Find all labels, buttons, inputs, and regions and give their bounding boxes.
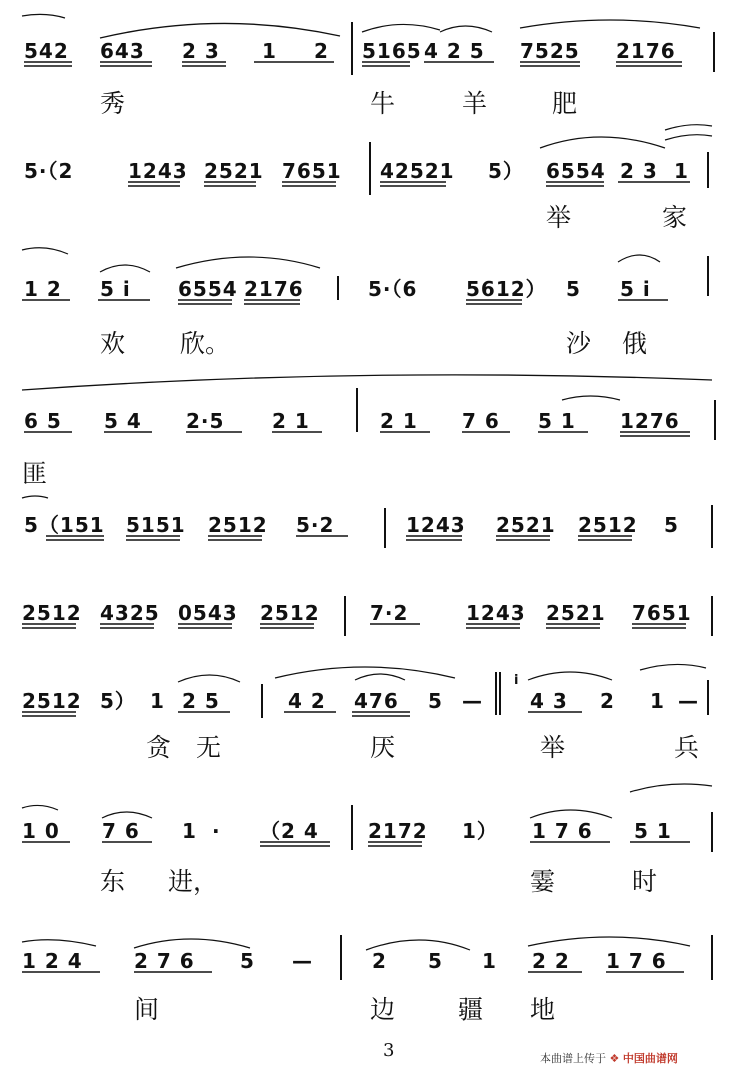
note-group: 1 7 6 bbox=[606, 949, 667, 973]
note-group: 5 bbox=[428, 689, 443, 713]
note-group: 1 bbox=[482, 949, 497, 973]
note-group: 5 bbox=[428, 949, 443, 973]
note-group: 7651 bbox=[632, 601, 692, 625]
note-group: 2512 bbox=[22, 601, 82, 625]
note-group: · bbox=[212, 819, 221, 843]
note-group: 7·2 bbox=[370, 601, 409, 625]
note-group: 5·（6 bbox=[368, 277, 418, 301]
note-group: — bbox=[462, 689, 483, 713]
note-group: 6554 bbox=[546, 159, 606, 183]
note-group: 1 7 6 bbox=[532, 819, 593, 843]
note-group: 2521 bbox=[496, 513, 556, 537]
note-group: 4 2 bbox=[288, 689, 326, 713]
note-group: 1 2 4 bbox=[22, 949, 83, 973]
lyric: 疆 bbox=[458, 995, 484, 1024]
grace-note: i bbox=[514, 673, 520, 688]
note-group: 1） bbox=[462, 819, 498, 843]
lyric: 东 bbox=[100, 867, 126, 896]
note-group: 4325 bbox=[100, 601, 160, 625]
note-group: 5 bbox=[566, 277, 581, 301]
note-group: 2512 bbox=[578, 513, 638, 537]
lyric: 贪 bbox=[146, 733, 172, 762]
note-group: 7 6 bbox=[462, 409, 500, 433]
note-group: 1243 bbox=[406, 513, 466, 537]
note-group: 1 2 bbox=[24, 277, 62, 301]
note-group: 2512 bbox=[208, 513, 268, 537]
lyric: 秀 bbox=[100, 89, 126, 118]
note-group: 1 bbox=[650, 689, 665, 713]
note-group: 5165 bbox=[362, 39, 422, 63]
note-group: 2512 bbox=[22, 689, 82, 713]
note-group: 2 2 bbox=[532, 949, 570, 973]
note-group: 1 bbox=[674, 159, 689, 183]
note-group: 4 2 5 bbox=[424, 39, 485, 63]
note-group: 42521 bbox=[380, 159, 455, 183]
note-group: 5） bbox=[100, 689, 136, 713]
lyric: 羊 bbox=[462, 89, 488, 118]
note-group: 2 bbox=[314, 39, 329, 63]
note-group: 7525 bbox=[520, 39, 580, 63]
lyric: 边 bbox=[370, 995, 396, 1024]
lyric: 欣。 bbox=[180, 329, 231, 358]
note-group: 2176 bbox=[244, 277, 304, 301]
note-group: （2 4 bbox=[260, 819, 319, 843]
note-group: 2·5 bbox=[186, 409, 225, 433]
lyric: 间 bbox=[134, 995, 160, 1024]
lyric: 霎 bbox=[530, 867, 556, 896]
note-group: 5·（2 bbox=[24, 159, 74, 183]
note-group: 2 1 bbox=[272, 409, 310, 433]
lyric: 时 bbox=[632, 867, 658, 896]
lyric: 匪 bbox=[22, 459, 48, 488]
note-group: 1243 bbox=[466, 601, 526, 625]
note-group: 2 3 bbox=[620, 159, 658, 183]
lyric: 欢 bbox=[100, 329, 126, 358]
note-group: 2 5 bbox=[182, 689, 220, 713]
lyric: 无 bbox=[196, 733, 222, 762]
lyric: 牛 bbox=[370, 89, 396, 118]
note-group: 643 bbox=[100, 39, 145, 63]
note-group: 1 bbox=[182, 819, 197, 843]
note-group: — bbox=[678, 689, 699, 713]
lyric: 举 bbox=[540, 733, 566, 762]
note-group: 5 1 bbox=[634, 819, 672, 843]
note-group: 7 6 bbox=[102, 819, 140, 843]
note-group: 2 3 bbox=[182, 39, 220, 63]
note-group: 2512 bbox=[260, 601, 320, 625]
watermark bbox=[540, 1050, 678, 1066]
lyric: 肥 bbox=[552, 89, 578, 118]
note-group: 2 7 6 bbox=[134, 949, 195, 973]
note-group: 476 bbox=[354, 689, 399, 713]
note-group: 2 bbox=[600, 689, 615, 713]
note-group: 5 i bbox=[620, 277, 651, 301]
note-group: 5） bbox=[488, 159, 524, 183]
site-logo-icon: ❖ bbox=[609, 1052, 620, 1065]
watermark-prefix: 本曲谱上传于 bbox=[540, 1052, 606, 1065]
lyric: 举 bbox=[546, 203, 572, 232]
note-group: 2 bbox=[372, 949, 387, 973]
lyric: 家 bbox=[662, 203, 688, 232]
lyric: 地 bbox=[530, 995, 556, 1024]
lyric: 兵 bbox=[674, 733, 700, 762]
note-group: 542 bbox=[24, 39, 69, 63]
note-group: 0543 bbox=[178, 601, 238, 625]
note-group: 1243 bbox=[128, 159, 188, 183]
note-group: 5 4 bbox=[104, 409, 142, 433]
note-group: 1 0 bbox=[22, 819, 60, 843]
note-group: 1276 bbox=[620, 409, 680, 433]
note-group: 2172 bbox=[368, 819, 428, 843]
note-group: 5·2 bbox=[296, 513, 335, 537]
note-group: 5 bbox=[664, 513, 679, 537]
note-group: 5612） bbox=[466, 277, 547, 301]
note-group: 2521 bbox=[204, 159, 264, 183]
lyric: 沙 bbox=[566, 329, 592, 358]
note-group: 1 bbox=[262, 39, 277, 63]
note-group: 5 1 bbox=[538, 409, 576, 433]
note-group: 2176 bbox=[616, 39, 676, 63]
note-group: 5（151 bbox=[24, 513, 105, 537]
note-group: 1 bbox=[150, 689, 165, 713]
page-number: 3 bbox=[383, 1040, 395, 1061]
note-group: 2521 bbox=[546, 601, 606, 625]
lyric: 厌 bbox=[370, 733, 396, 762]
note-group: 7651 bbox=[282, 159, 342, 183]
note-group: 6554 bbox=[178, 277, 238, 301]
note-group: 5 bbox=[240, 949, 255, 973]
note-group: 5151 bbox=[126, 513, 186, 537]
note-group: 6 5 bbox=[24, 409, 62, 433]
lyric: 进， bbox=[168, 867, 219, 896]
note-group: 4 3 bbox=[530, 689, 568, 713]
note-group: 2 1 bbox=[380, 409, 418, 433]
watermark-site: 中国曲谱网 bbox=[622, 1052, 678, 1065]
lyric: 俄 bbox=[622, 329, 648, 358]
note-group: 5 i bbox=[100, 277, 131, 301]
note-group: — bbox=[292, 949, 313, 973]
